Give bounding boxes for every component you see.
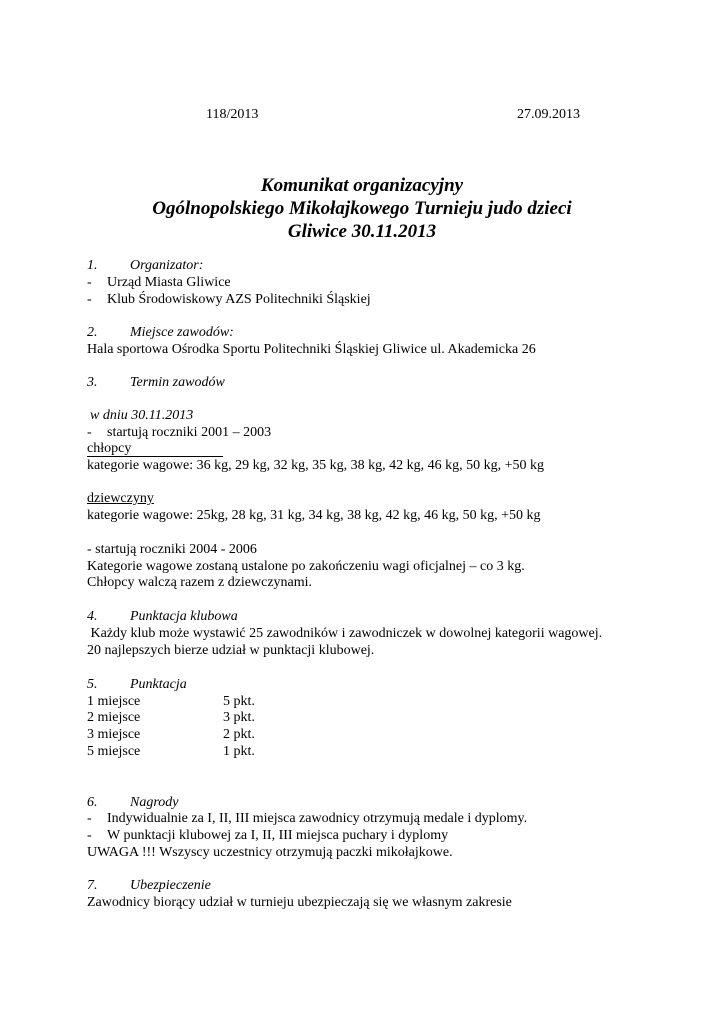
- awards-item-2: W punktacji klubowej za I, II, III miejsca puchary i dyplomy: [107, 828, 449, 843]
- younger-note-1: Kategorie wagowe zostaną ustalone po zakończeniu wagi oficjalnej – co 3 kg.: [87, 559, 525, 574]
- scoring-points: 2 pkt.: [223, 727, 255, 742]
- organizer-item-1: Urząd Miasta Gliwice: [107, 275, 231, 290]
- bullet-dash: -: [87, 425, 92, 440]
- title-line-2: Ogólnopolskiego Mikołajkowego Turnieju judo dzieci: [152, 198, 572, 219]
- bullet-dash: -: [87, 811, 92, 826]
- title-line-1: Komunikat organizacyjny: [260, 175, 464, 196]
- insurance-text: Zawodnicy biorący udział w turnieju ubezpieczają się we własnym zakresie: [87, 895, 512, 910]
- scoring-place: 5 miejsce: [87, 744, 141, 759]
- event-day: w dniu 30.11.2013: [90, 408, 194, 423]
- section-4-heading: Punktacja klubowa: [130, 609, 238, 624]
- bullet-dash: -: [87, 275, 92, 290]
- scoring-points: 5 pkt.: [223, 694, 255, 709]
- awards-item-1: Indywidualnie za I, II, III miejsca zawodnicy otrzymują medale i dyplomy.: [107, 811, 528, 826]
- boys-weights: kategorie wagowe: 36 kg, 29 kg, 32 kg, 35 kg, 38 kg, 42 kg, 46 kg, 50 kg, +50 kg: [87, 458, 545, 473]
- section-7-number: 7.: [87, 878, 98, 893]
- scoring-points: 3 pkt.: [223, 710, 255, 725]
- club-scoring-line-2: 20 najlepszych bierze udział w punktacji klubowej.: [87, 643, 375, 658]
- section-5-heading: Punktacja: [130, 677, 187, 692]
- section-4-number: 4.: [87, 609, 98, 624]
- younger-note-2: Chłopcy walczą razem z dziewczynami.: [87, 575, 313, 590]
- girls-label: dziewczyny: [87, 491, 154, 506]
- section-1-number: 1.: [87, 258, 98, 273]
- scoring-place: 2 miejsce: [87, 710, 141, 725]
- section-3-number: 3.: [87, 375, 98, 390]
- section-2-heading: Miejsce zawodów:: [130, 325, 234, 340]
- older-years: startują roczniki 2001 – 2003: [107, 425, 272, 440]
- section-6-heading: Nagrody: [130, 795, 179, 810]
- section-3-heading: Termin zawodów: [130, 375, 225, 390]
- bullet-dash: -: [87, 828, 92, 843]
- organizer-item-2: Klub Środowiskowy AZS Politechniki Śląskiej: [107, 292, 371, 307]
- section-2-number: 2.: [87, 325, 98, 340]
- awards-note: UWAGA !!! Wszyscy uczestnicy otrzymują paczki mikołajkowe.: [87, 845, 453, 860]
- younger-years: - startują roczniki 2004 - 2006: [87, 542, 257, 557]
- venue-text: Hala sportowa Ośrodka Sportu Politechniki Śląskiej Gliwice ul. Akademicka 26: [87, 342, 536, 357]
- club-scoring-line-1: Każdy klub może wystawić 25 zawodników i zawodniczek w dowolnej kategorii wagowej.: [87, 626, 603, 641]
- boys-label: chłopcy: [87, 441, 132, 456]
- section-6-number: 6.: [87, 795, 98, 810]
- section-5-number: 5.: [87, 677, 98, 692]
- section-7-heading: Ubezpieczenie: [130, 878, 211, 893]
- girls-weights: kategorie wagowe: 25kg, 28 kg, 31 kg, 34 kg, 38 kg, 42 kg, 46 kg, 50 kg, +50 kg: [87, 508, 541, 523]
- bullet-dash: -: [87, 292, 92, 307]
- scoring-points: 1 pkt.: [223, 744, 255, 759]
- document-date: 27.09.2013: [517, 107, 580, 122]
- section-1-heading: Organizator:: [130, 258, 204, 273]
- document-number: 118/2013: [206, 107, 259, 122]
- title-line-3: Gliwice 30.11.2013: [287, 221, 437, 242]
- scoring-place: 1 miejsce: [87, 694, 141, 709]
- scoring-place: 3 miejsce: [87, 727, 141, 742]
